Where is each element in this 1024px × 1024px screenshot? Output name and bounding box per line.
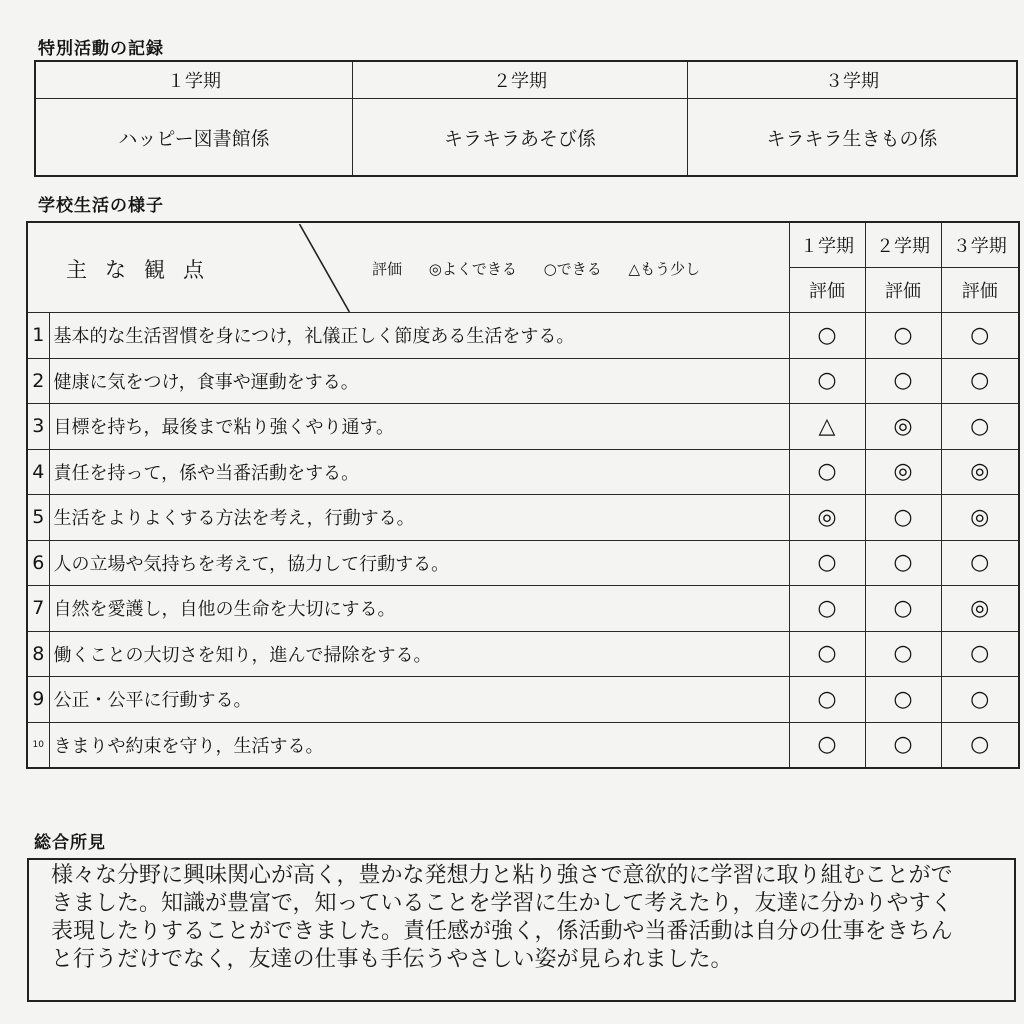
term-1-mark: ○ (789, 449, 865, 495)
life-term-2-header: ２学期 (865, 222, 941, 268)
term-2-role: キラキラあそび係 (353, 99, 688, 177)
school-life-table (26, 221, 1020, 769)
term-2-mark: ○ (865, 540, 941, 586)
term-1-mark: ○ (789, 313, 865, 359)
term-3-mark: ○ (941, 722, 1019, 768)
evaluation-row (27, 449, 1019, 495)
comments-title: 総合所見 (34, 833, 106, 853)
item-text: 公正・公平に行動する。 (49, 677, 789, 723)
term-3-mark: ○ (941, 677, 1019, 723)
term-3-mark: ◎ (941, 495, 1019, 541)
overall-comments: 様々な分野に興味関心が高く，豊かな発想力と粘り強さで意欲的に学習に取り組むことができました。知識が豊富で，知っていることを学習に生かして考えたり，友達に分かりやすく表現したりすることができました。責任感が強く，係活動や当番活動は自分の仕事をきちんと行うだけでなく，友達の仕事も手伝うやさしい姿が見られました。 (27, 858, 1016, 1002)
term-2-mark: ○ (865, 358, 941, 404)
evaluation-row (27, 313, 1019, 359)
term-1-mark: ○ (789, 631, 865, 677)
viewpoint-label: 主な観点 (66, 257, 222, 282)
term-2-mark: ○ (865, 677, 941, 723)
item-number: 8 (27, 631, 49, 677)
item-text: 目標を持ち，最後まで粘り強くやり通す。 (49, 404, 789, 450)
item-text: 健康に気をつけ，食事や運動をする。 (49, 358, 789, 404)
special-activities-title: 特別活動の記録 (38, 39, 164, 59)
term-1-mark: ○ (789, 358, 865, 404)
item-number: 10 (27, 722, 49, 768)
item-text: 人の立場や気持ちを考えて，協力して行動する。 (49, 540, 789, 586)
evaluation-row (27, 495, 1019, 541)
term-3-header: ３学期 (688, 61, 1018, 99)
item-text: 責任を持って，係や当番活動をする。 (49, 449, 789, 495)
term-1-mark: ○ (789, 586, 865, 632)
legend-excellent: ◎よくできる (428, 259, 517, 278)
term-2-mark: ◎ (865, 404, 941, 450)
eval-header-2: 評価 (865, 268, 941, 313)
term-2-mark: ◎ (865, 449, 941, 495)
evaluation-row (27, 540, 1019, 586)
item-text: きまりや約束を守り，生活する。 (49, 722, 789, 768)
term-1-mark: ◎ (789, 495, 865, 541)
evaluation-row (27, 631, 1019, 677)
term-2-mark: ○ (865, 722, 941, 768)
life-term-1-header: １学期 (789, 222, 865, 268)
term-3-mark: ○ (941, 404, 1019, 450)
item-number: 1 (27, 313, 49, 359)
term-2-header: ２学期 (353, 61, 688, 99)
item-number: 9 (27, 677, 49, 723)
item-text: 自然を愛護し，自他の生命を大切にする。 (49, 586, 789, 632)
term-2-mark: ○ (865, 495, 941, 541)
term-1-mark: ○ (789, 722, 865, 768)
evaluation-row (27, 404, 1019, 450)
eval-header-1: 評価 (789, 268, 865, 313)
term-3-mark: ○ (941, 631, 1019, 677)
eval-header-3: 評価 (941, 268, 1019, 313)
school-life-title: 学校生活の様子 (38, 196, 164, 216)
term-2-mark: ○ (865, 313, 941, 359)
item-number: 6 (27, 540, 49, 586)
term-1-mark: ○ (789, 677, 865, 723)
term-1-mark: △ (789, 404, 865, 450)
term-3-mark: ○ (941, 540, 1019, 586)
legend-fair: △もう少し (628, 259, 701, 278)
item-text: 生活をよりよくする方法を考え，行動する。 (49, 495, 789, 541)
term-2-mark: ○ (865, 586, 941, 632)
evaluation-legend (372, 258, 722, 279)
legend-good: ○できる (543, 259, 602, 278)
item-text: 基本的な生活習慣を身につけ，礼儀正しく節度ある生活をする。 (49, 313, 789, 359)
item-number: 3 (27, 404, 49, 450)
item-number: 7 (27, 586, 49, 632)
item-text: 働くことの大切さを知り，進んで掃除をする。 (49, 631, 789, 677)
term-3-mark: ◎ (941, 449, 1019, 495)
term-2-mark: ○ (865, 631, 941, 677)
special-activities-table (34, 60, 1018, 177)
term-3-mark: ◎ (941, 586, 1019, 632)
evaluation-row (27, 677, 1019, 723)
term-3-role: キラキラ生きもの係 (688, 99, 1018, 177)
evaluation-row (27, 586, 1019, 632)
term-1-role: ハッピー図書館係 (35, 99, 353, 177)
life-term-3-header: ３学期 (941, 222, 1019, 268)
evaluation-row (27, 358, 1019, 404)
evaluation-row (27, 722, 1019, 768)
term-1-header: １学期 (35, 61, 353, 99)
viewpoint-header (27, 222, 789, 313)
term-3-mark: ○ (941, 358, 1019, 404)
legend-prefix: 評価 (372, 259, 403, 278)
term-1-mark: ○ (789, 540, 865, 586)
item-number: 5 (27, 495, 49, 541)
term-3-mark: ○ (941, 313, 1019, 359)
item-number: 4 (27, 449, 49, 495)
item-number: 2 (27, 358, 49, 404)
